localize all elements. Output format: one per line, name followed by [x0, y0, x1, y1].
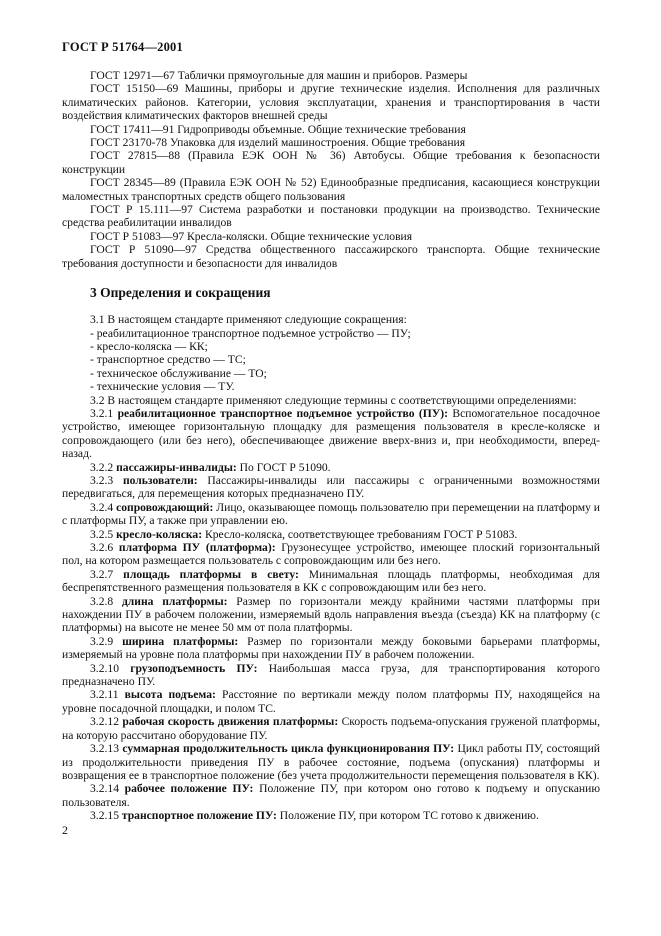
term-definition	[62, 809, 600, 822]
term-number: 3.2.7	[90, 567, 114, 581]
abbreviation-item: - транспортное средство — ТС;	[90, 353, 246, 367]
term-name: грузоподъемность ПУ:	[130, 661, 258, 675]
term-number: 3.2.12	[90, 715, 119, 729]
term-text: Расстояние по вертикали между полом платформы ПУ, находящейся на уровне посадочной площадки, и полом ТС.	[62, 688, 601, 715]
page-number: 2	[62, 823, 68, 837]
term-definition	[62, 528, 600, 541]
term-number: 3.2.15	[90, 809, 119, 823]
term-number: 3.2.4	[90, 500, 114, 514]
term-name: рабочая скорость движения платформы:	[122, 715, 339, 729]
term-definition	[62, 662, 600, 689]
term-name: пассажиры-инвалиды:	[116, 460, 237, 474]
term-definition	[62, 541, 600, 568]
section-heading: 3 Определения и сокращения	[90, 285, 271, 301]
term-number: 3.2.6	[90, 541, 114, 554]
term-definition	[62, 474, 600, 501]
term-name: рабочее положение ПУ:	[124, 782, 254, 796]
reference-item: ГОСТ Р 15.111—97 Система разработки и постановки продукции на производство. Технические средства реабилитации инвалидов	[62, 203, 600, 230]
term-text: Пассажиры-инвалиды или пассажиры с ограниченными возможностями передвигаться, для перемещения которых предназначено ПУ.	[62, 473, 600, 501]
abbreviation-item: - технические условия — ТУ.	[90, 380, 235, 394]
term-definition	[62, 742, 600, 782]
term-name: платформа ПУ (платформа):	[118, 541, 276, 554]
term-text: Размер по горизонтали между крайними частями платформы при нахождении ПУ в рабочем положении, измеряемый вдоль направления въезда (съезда) КК на платформу (с платформы) на высоте не менее 50 мм от пола платформы.	[62, 594, 600, 635]
page-body	[62, 69, 600, 823]
term-name: суммарная продолжительность цикла функционирования ПУ:	[122, 742, 455, 756]
term-definition	[62, 568, 600, 595]
term-text: Размер по горизонтали между боковыми барьерами платформы, измеряемый на уровне пола платформы при нахождении ПУ в рабочем положении.	[62, 634, 600, 662]
term-text: По ГОСТ Р 51090.	[239, 460, 331, 474]
term-text: Лицо, оказывающее помощь пользователю при перемещении на платформу и с платформы ПУ, а также при управлении ею.	[62, 500, 600, 528]
term-number: 3.2.8	[90, 594, 114, 608]
normative-references-list	[62, 69, 600, 270]
reference-item: ГОСТ 15150—69 Машины, приборы и другие технические изделия. Исполнения для различных климатических районов. Категории, условия эксплуатации, хранения и транспортирования в части воздействия климатических факторов внешней среды	[62, 82, 600, 123]
term-definition	[62, 501, 600, 528]
term-text: Скорость подъема-опускания груженой платформы, на которую рассчитано оборудование ПУ.	[62, 715, 600, 742]
clause-3-2-intro: 3.2 В настоящем стандарте применяют следующие термины с соответствующими определениями:	[90, 393, 577, 407]
term-number: 3.2.1	[90, 406, 114, 420]
term-name: пользователи:	[122, 473, 198, 487]
term-text: Минимальная площадь платформы, необходимая для беспрепятственного размещения пользователя в КК с сопровождающим или без него.	[62, 567, 600, 595]
clause-3-1-intro: 3.1 В настоящем стандарте применяют следующие сокращения:	[90, 313, 407, 327]
reference-item: ГОСТ 23170-78 Упаковка для изделий машиностроения. Общие требования	[90, 136, 466, 150]
reference-item: ГОСТ 17411—91 Гидроприводы объемные. Общие технические требования	[90, 122, 466, 136]
term-text: Вспомогательное посадочное устройство, имеющее горизонтальную площадку для размещения пользователя в кресле-коляске и сопровождающего (или без него), обеспечивающее движение вверх-вниз и, при необходимости, вперед-назад.	[62, 406, 600, 461]
term-name: длина платформы:	[121, 594, 228, 608]
reference-item: ГОСТ Р 51090—97 Средства общественного пассажирского транспорта. Общие технические требования доступности и безопасности для инвалидов	[62, 243, 600, 270]
term-definition	[62, 407, 600, 461]
term-text: Наибольшая масса груза, для транспортирования которого предназначено ПУ.	[62, 661, 600, 689]
terms-list	[62, 407, 600, 823]
term-text: Положение ПУ, при котором оно готово к подъему и опусканию пользователя.	[62, 782, 600, 809]
term-number: 3.2.3	[90, 473, 114, 487]
term-name: реабилитационное транспортное подъемное устройство (ПУ):	[117, 406, 448, 420]
term-number: 3.2.9	[90, 634, 114, 648]
term-name: площадь платформы в свету:	[123, 567, 299, 581]
abbreviation-item: - кресло-коляска — КК;	[90, 339, 208, 353]
term-text: Грузонесущее устройство, имеющее плоский горизонтальный пол, на котором размещается пользователь с сопровождающим или без него.	[62, 541, 600, 568]
term-definition	[62, 635, 600, 662]
term-name: кресло-коляска:	[116, 527, 203, 541]
term-definition	[62, 782, 600, 809]
term-number: 3.2.5	[90, 527, 114, 541]
term-text: Кресло-коляска, соответствующее требованиям ГОСТ Р 51083.	[204, 527, 518, 541]
term-definition	[62, 461, 600, 474]
abbreviation-item: - техническое обслуживание — ТО;	[90, 366, 267, 380]
term-number: 3.2.11	[90, 688, 119, 702]
term-number: 3.2.2	[90, 460, 114, 474]
term-name: сопровождающий:	[116, 500, 214, 514]
term-definition	[62, 715, 600, 742]
page-header-standard-code: ГОСТ Р 51764—2001	[62, 40, 183, 54]
term-text: Цикл работы ПУ, состоящий из продолжительности приведения ПУ в рабочее состояние, подъема (опускания) платформы и возвращения ее в транспортное положение (без учета продолжительности перемещения пользователя в КК).	[62, 742, 600, 782]
term-text: Положение ПУ, при котором ТС готово к движению.	[279, 809, 539, 823]
reference-item: ГОСТ 12971—67 Таблички прямоугольные для машин и приборов. Размеры	[90, 69, 468, 82]
abbreviations-list	[62, 327, 600, 394]
term-definition	[62, 688, 600, 715]
term-name: высота подъема:	[124, 688, 216, 702]
term-name: транспортное положение ПУ:	[121, 809, 277, 823]
reference-item: ГОСТ 27815—88 (Правила ЕЭК ООН № 36) Автобусы. Общие требования к безопасности конструкции	[62, 149, 600, 176]
term-name: ширина платформы:	[122, 634, 239, 648]
term-number: 3.2.14	[90, 782, 119, 796]
abbreviation-item: - реабилитационное транспортное подъемное устройство — ПУ;	[90, 326, 411, 340]
term-definition	[62, 595, 600, 635]
term-number: 3.2.10	[90, 661, 119, 675]
reference-item: ГОСТ Р 51083—97 Кресла-коляски. Общие технические условия	[90, 229, 413, 243]
reference-item: ГОСТ 28345—89 (Правила ЕЭК ООН № 52) Единообразные предписания, касающиеся конструкции маломестных транспортных средств общего пользования	[62, 176, 600, 203]
term-number: 3.2.13	[90, 742, 119, 756]
